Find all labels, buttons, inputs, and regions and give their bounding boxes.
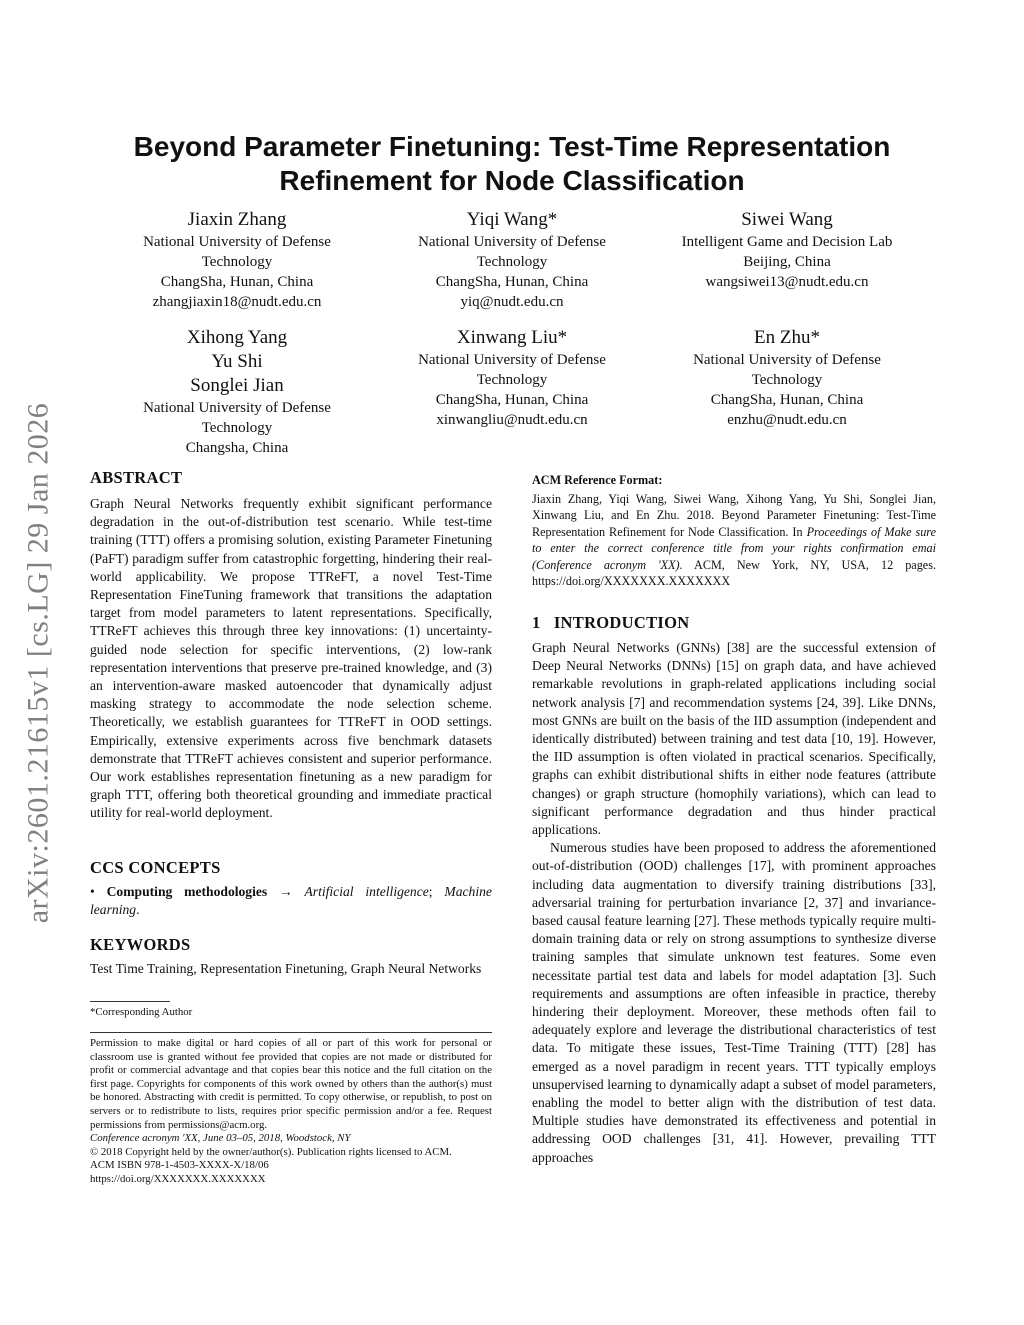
ccs-subconcept: Artificial intelligence [304, 884, 429, 899]
author-affiliation: Technology [751, 372, 823, 388]
author-affiliation: National University of Defense [418, 234, 606, 250]
author-affiliation: National University of Defense [693, 352, 881, 368]
intro-heading: 1 INTRODUCTION [532, 613, 690, 632]
ccs-separator: ; [428, 884, 433, 899]
author-name: Jiaxin Zhang [187, 209, 287, 230]
author-email: wangsiwei13@nudt.edu.cn [705, 274, 869, 290]
arxiv-identifier [8, 373, 68, 953]
author-name: Xinwang Liu* [456, 327, 568, 348]
footnote-rule [90, 1001, 170, 1002]
ccs-concept: Computing methodologies [106, 884, 268, 899]
author-block-3 [647, 208, 927, 292]
author-affiliation: Technology [201, 420, 273, 436]
acm-ref-publisher: ACM, New York, NY, USA, 12 pages. https://doi.org/XXXXXXX.XXXXXXX [532, 557, 936, 588]
acm-ref-citation: Jiaxin Zhang, Yiqi Wang, Siwei Wang, Xihong Yang, Yu Shi, Songlei Jian, Xinwang Liu, and En Zhu. 2018. Beyond Parameter Finetuning: Test-Time Representation Refinement for Node Classification. In [532, 491, 936, 539]
acm-ref-proceedings: Proceedings of Make sure to enter the correct conference title from your rights confirmation emai (Conference acronym 'XX). [532, 524, 936, 572]
ccs-arrow: → [279, 884, 293, 899]
author-affiliation: National University of Defense [143, 234, 331, 250]
author-block-2 [372, 208, 652, 312]
intro-paragraph-2: Numerous studies have been proposed to address the aforementioned out-of-distribution (OOD) challenges [17], with prominent approaches including data augmentation to diversify training distributions [33], adversarial training for perturbation invariance [2, 37] and invariance-based causal feature learning [27]. These methods typically require multi-domain training data or rely on strong assumptions to synthesize diverse training samples that simulate unknown test features. Some even necessitate partial test data and labels for model adaptation [3]. Such requirements and assumptions are often infeasible in practice, thereby hindering their deployment. Moreover, these methods often fail to adequately explore and leverage the distributional characteristics of test data. To mitigate these issues, Test-Time Training (TTT) [28] has emerged as a novel paradigm in recent years. TTT typically employs unsupervised learning to dynamically adapt a subset of model parameters, enabling the model to better align with the distribution of test data. Multiple studies have demonstrated its effectiveness and potential in addressing OOD challenges [31, 41]. However, prevailing TTT approaches [532, 840, 936, 1165]
author-name: Siwei Wang [741, 209, 833, 230]
introduction-section [532, 612, 936, 1167]
author-location: ChangSha, Hunan, China [435, 274, 589, 290]
intro-paragraph-1: Graph Neural Networks (GNNs) [38] are the successful extension of Deep Neural Networks (DNNs) [15] on graph data, and have achieved remarkable revolutions in graph-related applications including social network analysis [7] and recommendation systems [24, 39]. Like DNNs, most GNNs are built on the basis of the IID assumption (independent and identically distributed) between training and test data [10, 19]. However, the IID assumption is often violated in practical scenarios. Specifically, graphs can exhibit distributional shifts in either node features (attribute changes) or graph structure (homophily variations), which can lead to significant performance degradation and thus hinder practical applications. [532, 640, 936, 838]
author-name: Yu Shi [211, 351, 263, 372]
title-line-2: Refinement for Node Classification [279, 165, 745, 196]
doi-line: https://doi.org/XXXXXXX.XXXXXXX [90, 1172, 266, 1185]
author-affiliation: National University of Defense [418, 352, 606, 368]
author-affiliation: National University of Defense [143, 400, 331, 416]
ccs-subconcept: Machine learning [90, 884, 492, 918]
permission-block [90, 1032, 492, 1187]
author-email: yiq@nudt.edu.cn [460, 294, 564, 310]
author-location: ChangSha, Hunan, China [435, 392, 589, 408]
footnote-text: *Corresponding Author [90, 1006, 193, 1018]
author-name: Songlei Jian [190, 375, 284, 396]
author-affiliation: Technology [476, 254, 548, 270]
author-email: zhangjiaxin18@nudt.edu.cn [152, 294, 322, 310]
author-name: Yiqi Wang* [466, 209, 558, 230]
author-block-6 [647, 326, 927, 430]
conference-line [90, 1132, 492, 1146]
arxiv-id-text: arXiv:2601.21615v1 [cs.LG] 29 Jan 2026 [21, 402, 54, 924]
author-email: xinwangliu@nudt.edu.cn [436, 412, 588, 428]
author-affiliation: Intelligent Game and Decision Lab [681, 234, 893, 250]
author-location: ChangSha, Hunan, China [710, 392, 864, 408]
keywords-section [90, 934, 492, 978]
author-block-5 [372, 326, 652, 430]
author-location: Changsha, China [185, 440, 289, 456]
keywords-text: Test Time Training, Representation Finetuning, Graph Neural Networks [90, 961, 482, 976]
title-line-1: Beyond Parameter Finetuning: Test-Time Representation [133, 131, 891, 162]
isbn-line: ACM ISBN 978-1-4503-XXXX-X/18/06 [90, 1159, 269, 1172]
author-block-4 [97, 326, 377, 458]
author-name: En Zhu* [754, 327, 820, 348]
author-email: enzhu@nudt.edu.cn [727, 412, 847, 428]
permission-rule [90, 1032, 492, 1033]
paper-title [90, 130, 934, 198]
abstract-heading: ABSTRACT [90, 468, 183, 487]
ccs-text [90, 883, 492, 919]
abstract-section [90, 467, 492, 823]
abstract-text: Graph Neural Networks frequently exhibit significant performance degradation in the out-of-distribution test scenario. While test-time training (TTT) offers a promising solution, existing Parameter Finetuning (PaFT) paradigm suffer from catastrophic forgetting, hindering their real-world applicability. We propose TTReFT, a novel Test-Time Representation FineTuning framework that transitions the adaptation target from model parameters to latent representations. Specifically, TTReFT achieves this through three key innovations: (1) uncertainty-guided node selection for specific interventions, (2) low-rank representation interventions that preserve pre-trained knowledge, and (3) an intervention-aware masked autoencoder that dynamically adjust masking strategy to accommodate the node selection scheme. Theoretically, we establish guarantees for TTReFT in OOD settings. Empirically, extensive experiments across five benchmark datasets demonstrate that TTReFT achieves consistent and superior performance. Our work establishes representation finetuning as a new paradigm for graph TTT, offering both theoretical grounding and immediate practical utility for real-world deployment. [90, 496, 492, 821]
author-affiliation: Technology [476, 372, 548, 388]
ccs-section [90, 857, 492, 919]
author-location: Beijing, China [743, 254, 831, 270]
author-name: Xihong Yang [186, 327, 288, 348]
conference-info: Conference acronym 'XX, June 03–05, 2018, Woodstock, NY [90, 1132, 351, 1145]
ccs-end: . [136, 902, 140, 918]
ccs-bullet: • [90, 884, 95, 899]
ccs-heading: CCS CONCEPTS [90, 858, 221, 877]
acm-ref-text [532, 491, 936, 590]
author-location: ChangSha, Hunan, China [160, 274, 314, 290]
copyright-line: © 2018 Copyright held by the owner/author(s). Publication rights licensed to ACM. [90, 1145, 452, 1158]
author-block-1 [97, 208, 377, 312]
keywords-heading: KEYWORDS [90, 935, 191, 954]
permission-text: Permission to make digital or hard copies of all or part of this work for personal or classroom use is granted without fee provided that copies are not made or distributed for profit or commercial advantage and that copies bear this notice and the full citation on the first page. Copyrights for components of this work owned by others than the author(s) must be honored. Abstracting with credit is permitted. To copy otherwise, or republish, to post on servers or to redistribute to lists, requires prior specific permission and/or a fee. Request permissions from permissions@acm.org. [90, 1037, 492, 1131]
author-affiliation: Technology [201, 254, 273, 270]
footnote [90, 1006, 492, 1020]
acm-ref-heading: ACM Reference Format: [532, 473, 663, 487]
acm-reference-section [532, 472, 936, 590]
